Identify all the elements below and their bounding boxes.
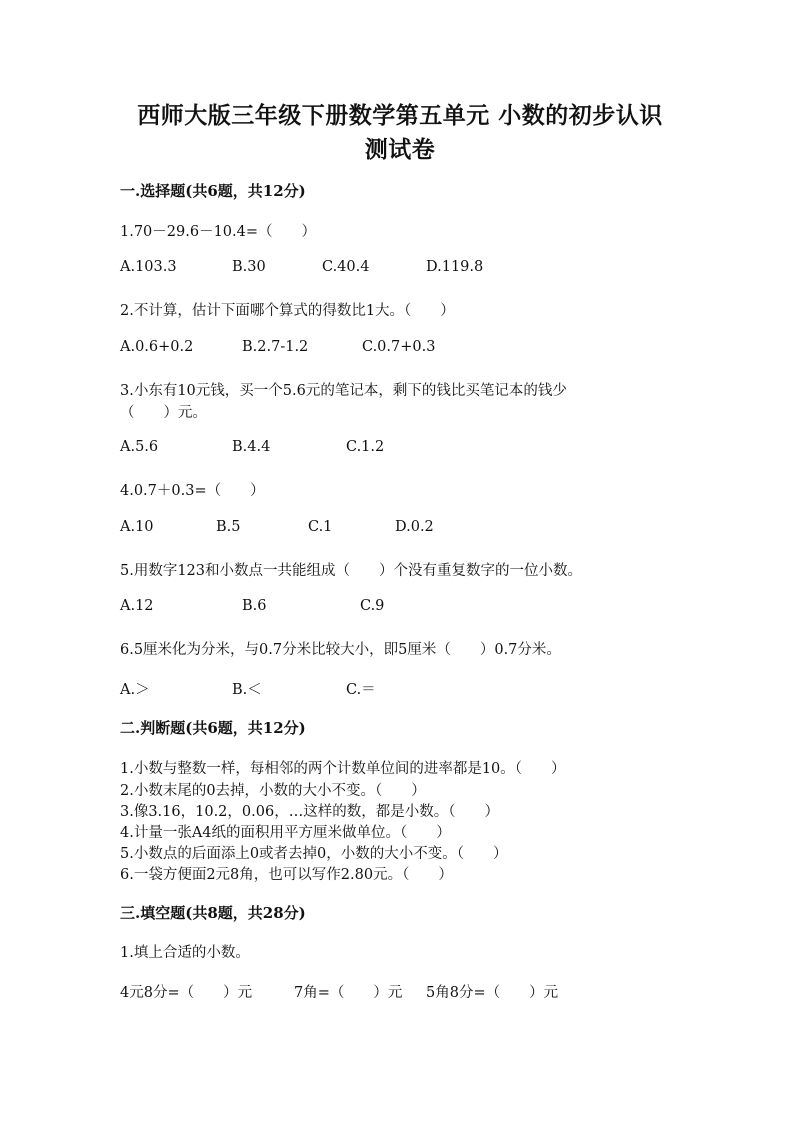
- option-a: A.5.6: [120, 439, 159, 455]
- section-heading-fill-blank: 三.填空题(共8题，共28分): [120, 904, 306, 922]
- option-d: D.0.2: [395, 519, 434, 535]
- option-b: B.30: [232, 259, 266, 275]
- question-text: 2.不计算，估计下面哪个算式的得数比1大。（ ）: [120, 303, 455, 319]
- option-d: D.119.8: [426, 259, 484, 275]
- question-text-continued: （ ）元。: [120, 405, 207, 421]
- option-a: A.10: [120, 519, 154, 535]
- option-c: C.＝: [346, 682, 376, 698]
- fill-blank: 7角=（ ）元: [294, 985, 403, 1001]
- option-a: A.12: [120, 598, 154, 614]
- option-c: C.1: [308, 519, 333, 535]
- option-c: C.1.2: [346, 439, 385, 455]
- question-text: 5.用数字123和小数点一共能组成（ ）个没有重复数字的一位小数。: [120, 563, 583, 579]
- judgement-item: 1.小数与整数一样，每相邻的两个计数单位间的进率都是10。（ ）: [120, 761, 566, 777]
- option-b: B.5: [216, 519, 241, 535]
- exam-title-line2: 测试卷: [364, 136, 436, 163]
- question-text: 1.70－29.6－10.4=（ ）: [120, 224, 317, 240]
- option-b: B.4.4: [232, 439, 271, 455]
- option-b: B.6: [242, 598, 267, 614]
- option-a: A.＞: [120, 682, 150, 698]
- judgement-item: 2.小数末尾的0去掉，小数的大小不变。（ ）: [120, 783, 426, 799]
- option-b: B.2.7-1.2: [242, 339, 309, 355]
- option-c: C.0.7+0.3: [362, 339, 436, 355]
- option-b: B.＜: [232, 682, 262, 698]
- judgement-item: 4.计量一张A4纸的面积用平方厘米做单位。（ ）: [120, 825, 451, 841]
- question-text: 1.填上合适的小数。: [120, 945, 250, 961]
- section-heading-choice: 一.选择题(共6题，共12分): [120, 182, 306, 200]
- section-heading-true-false: 二.判断题(共6题，共12分): [120, 719, 306, 737]
- option-c: C.40.4: [322, 259, 370, 275]
- option-a: A.0.6+0.2: [120, 339, 194, 355]
- question-text: 3.小东有10元钱，买一个5.6元的笔记本，剩下的钱比买笔记本的钱少: [120, 383, 567, 399]
- option-c: C.9: [360, 598, 385, 614]
- judgement-item: 6.一袋方便面2元8角，也可以写作2.80元。（ ）: [120, 867, 453, 883]
- question-text: 4.0.7＋0.3=（ ）: [120, 483, 265, 499]
- option-a: A.103.3: [120, 259, 177, 275]
- judgement-item: 3.像3.16，10.2，0.06，…这样的数，都是小数。（ ）: [120, 804, 499, 820]
- judgement-item: 5.小数点的后面添上0或者去掉0，小数的大小不变。（ ）: [120, 846, 508, 862]
- fill-blank: 5角8分=（ ）元: [426, 985, 559, 1001]
- question-text: 6.5厘米化为分米，与0.7分米比较大小，即5厘米（ ）0.7分米。: [120, 642, 561, 658]
- exam-title-line1: 西师大版三年级下册数学第五单元 小数的初步认识: [137, 102, 663, 129]
- fill-blank: 4元8分=（ ）元: [120, 985, 253, 1001]
